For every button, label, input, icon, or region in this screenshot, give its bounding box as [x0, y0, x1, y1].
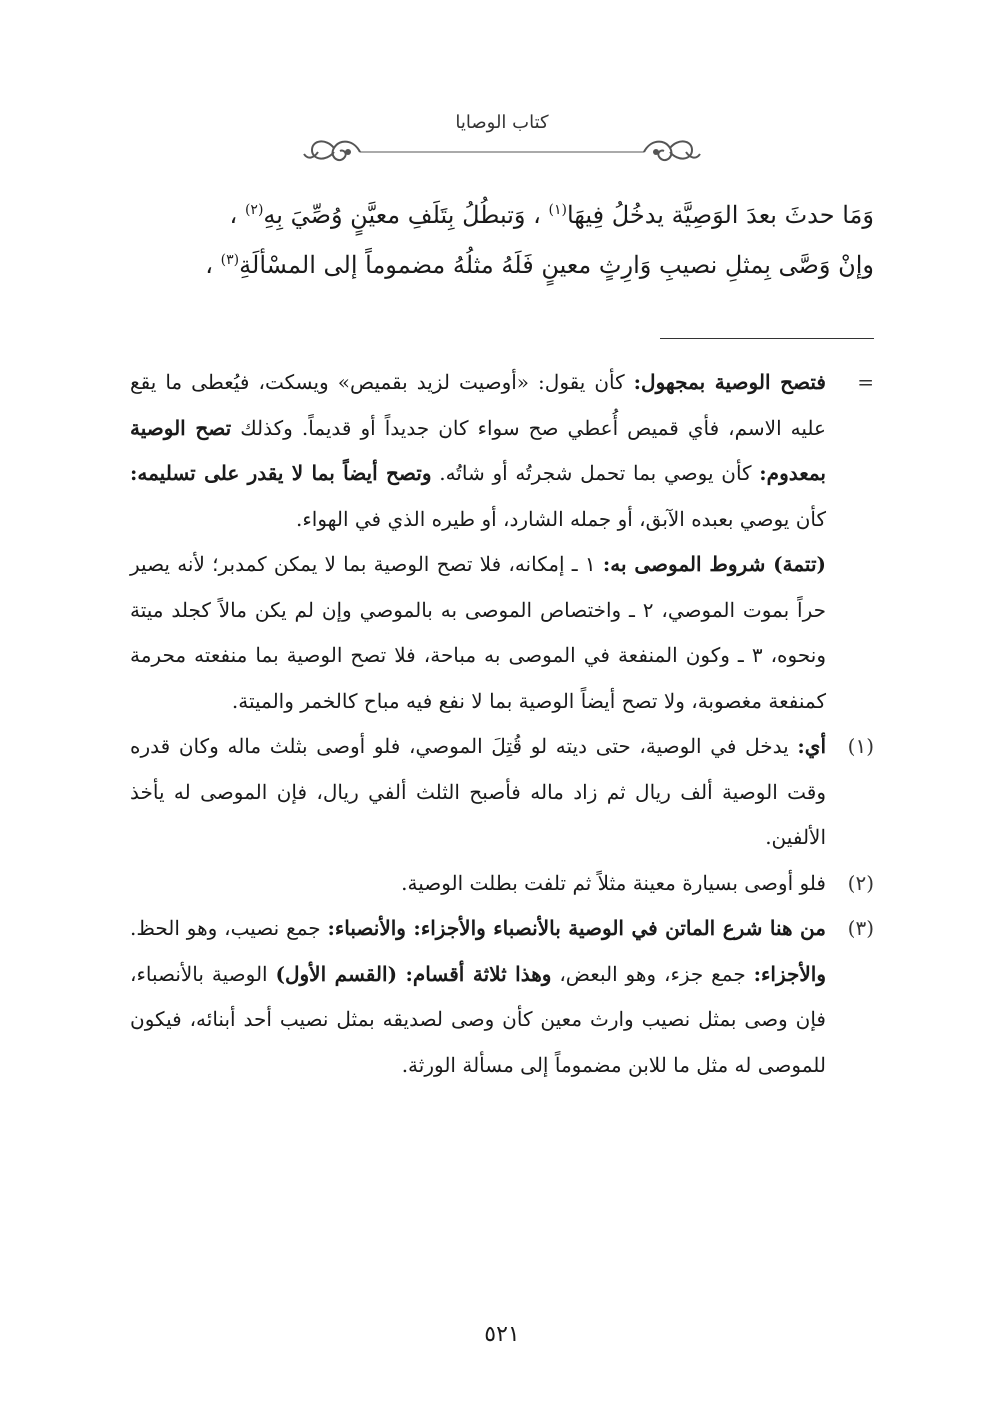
tatimma-text: ١ ـ إمكانه، فلا تصح الوصية بما لا يمكن كمدبر؛ لأنه يصير حراً بموت الموصي، ٢ ـ واختصاص الموصى به بالموصي وإن لم يكن مالاً كجلد ميتة ونحوه، ٣ ـ وكون المنفعة في الموصى به مباحة، فلا تصح الوصية بما منفعته محرمة كمنفعة مغصوبة، ولا تصح أيضاً الوصية بما لا نفع فيه مباح كالخمر والميتة. — [130, 552, 827, 713]
running-title: كتاب الوصايا — [455, 112, 549, 133]
main-line-2 — [130, 240, 874, 290]
page-number: ٥٢١ — [484, 1322, 520, 1347]
main-text — [130, 190, 874, 290]
tatimma-bold: (تتمة) شروط الموصى به: — [602, 552, 826, 576]
tatimma-paragraph — [130, 542, 874, 724]
footnote-ref-2[interactable]: (٢) — [244, 202, 264, 218]
cont-text-3: كأن يوصي بعبده الآبق، أو جمله الشارد، أو طيره الذي في الهواء. — [296, 506, 826, 531]
header-ornament — [300, 130, 704, 170]
cont-bold-3: وتصح أيضاً بما لا يقدر على تسليمه: — [130, 461, 432, 485]
footnote-3-text-2: جمع جزء، وهو البعض، — [551, 961, 754, 986]
footnote-2-text: فلو أوصى بسيارة معينة مثلاً ثم تلفت بطلت الوصية. — [401, 870, 826, 895]
continuation-marker: = — [857, 370, 874, 394]
main-line-2-text-b: ، — [205, 251, 214, 279]
main-line-1-text-c: ، — [229, 201, 238, 229]
footnote-separator — [660, 338, 874, 339]
main-line-1-text-b: ، وَتبطُلُ بِتَلَفِ معيَّنٍ وُصِّيَ بِهِ — [263, 201, 541, 229]
footnote-1 — [130, 724, 874, 861]
footnote-2 — [130, 861, 874, 907]
footnote-1-marker: (١) — [847, 734, 874, 758]
footnotes — [130, 360, 874, 1088]
footnote-continuation — [130, 360, 874, 542]
cont-text-2: كأن يوصي بما تحمل شجرتُه أو شاتُه. — [431, 461, 760, 485]
footnote-3-text-1: جمع نصيب، وهو الحظ. — [130, 916, 328, 940]
footnote-3-bold-2: والأجزاء: — [753, 961, 827, 986]
cont-bold-1: فتصح الوصية بمجهول: — [633, 370, 826, 394]
cont-text-1: كأن يقول: «أوصيت لزيد بقميص» ويسكت، فيُعطى ما يقع عليه الاسم، فأي قميص أُعطي صح سواء كان جديداً أو قديماً. وكذلك — [130, 370, 826, 440]
footnote-3-bold-3: وهذا ثلاثة أقسام: (القسم الأول) — [275, 961, 552, 986]
footnote-ref-3[interactable]: (٣) — [220, 252, 240, 268]
cont-bold-2: تصح الوصية بمعدوم: — [130, 415, 826, 485]
footnote-ref-1[interactable]: (١) — [548, 202, 567, 218]
footnote-1-bold: أي: — [797, 734, 826, 758]
footnote-1-text: يدخل في الوصية، حتى ديته لو قُتِلَ الموصي، فلو أوصى بثلث ماله وكان قدره وقت الوصية ألف ريال ثم زاد ماله فأصبح الثلث ألفي ريال، فإن الموصى له يأخذ الألفين. — [130, 734, 826, 849]
footnote-3 — [130, 906, 874, 1088]
footnote-3-bold-1: من هنا شرع الماتن في الوصية بالأنصباء والأجزاء: والأنصباء: — [327, 916, 826, 940]
footnote-3-text-3: الوصية بالأنصباء، فإن وصى بمثل نصيب وارث معين كأن وصى لصديقه بمثل نصيب أحد أبنائه، فيكون للموصى له مثل ما للابن مضموماً إلى مسألة الورثة. — [130, 961, 826, 1077]
footnote-3-marker: (٣) — [847, 916, 874, 940]
footnote-2-marker: (٢) — [847, 870, 874, 895]
main-line-1 — [130, 190, 874, 240]
main-line-1-text-a: وَمَا حدثَ بعدَ الوَصِيَّة يدخُلُ فِيهَا — [566, 201, 874, 229]
main-line-2-text-a: وإنْ وَصَّى بِمثلِ نصيبِ وَارِثٍ معينٍ فَلَهُ مثلُهُ مضموماً إلى المسْألَةِ — [239, 251, 874, 279]
